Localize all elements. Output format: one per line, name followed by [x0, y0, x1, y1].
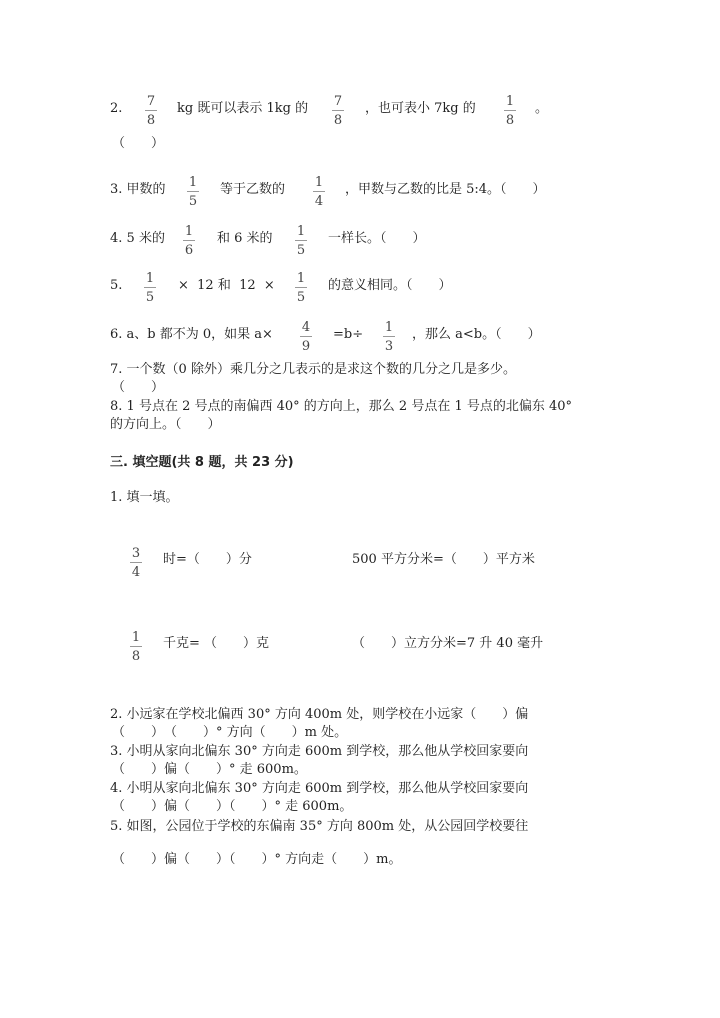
denominator: 8	[146, 113, 156, 128]
section-title: 三. 填空题(共 8 题，共 23 分)	[110, 455, 294, 470]
question-text: × 12 和 12 ×	[178, 278, 275, 293]
denominator: 8	[131, 649, 141, 664]
question-text: 时=（ ）分	[163, 552, 252, 567]
question-text: =b÷	[333, 327, 364, 342]
fraction	[503, 94, 517, 128]
fraction	[294, 271, 308, 305]
question-text: ，也可表小 7kg 的	[365, 101, 476, 116]
question-text: 6. a、b 都不为 0，如果 a×	[110, 327, 273, 342]
question-text: （ ）偏（ ）° 走 600m。	[112, 762, 307, 777]
question-text: 的意义相同。（ ）	[328, 278, 452, 293]
fraction	[144, 94, 158, 128]
fraction	[299, 320, 313, 354]
denominator: 5	[188, 194, 198, 209]
question-text: 等于乙数的	[220, 182, 286, 197]
numerator: 1	[188, 175, 198, 190]
fraction	[186, 175, 200, 209]
numerator: 7	[333, 94, 343, 109]
numerator: 1	[505, 94, 515, 109]
question-text: （ ）偏（ ）（ ）° 方向走（ ）m。	[112, 852, 402, 867]
numerator: 3	[131, 546, 141, 561]
fraction	[129, 630, 143, 664]
question-text: 8. 1 号点在 2 号点的南偏西 40° 的方向上，那么 2 号点在 1 号点的北偏东 40°	[110, 399, 573, 414]
denominator: 9	[301, 339, 311, 354]
question-text: kg 既可以表示 1kg 的	[177, 101, 309, 116]
fraction	[331, 94, 345, 128]
question-text: 500 平方分米=（ ）平方米	[352, 552, 535, 567]
question-text: ，那么 a<b。（ ）	[412, 327, 541, 342]
question-text: 7. 一个数（0 除外）乘几分之几表示的是求这个数的几分之几是多少。	[110, 362, 516, 377]
denominator: 6	[184, 243, 194, 258]
denominator: 4	[314, 194, 324, 209]
denominator: 5	[145, 290, 155, 305]
numerator: 1	[184, 224, 194, 239]
numerator: 7	[146, 94, 156, 109]
question-text: （ ）立方分米=7 升 40 毫升	[352, 636, 544, 651]
fraction	[312, 175, 326, 209]
numerator: 1	[314, 175, 324, 190]
question-text: 千克= （ ）克	[163, 636, 270, 651]
numerator: 1	[296, 271, 306, 286]
question-text: ，甲数与乙数的比是 5:4。（ ）	[345, 182, 546, 197]
numerator: 1	[131, 630, 141, 645]
fraction	[129, 546, 143, 580]
numerator: 1	[145, 271, 155, 286]
answer-blank[interactable]: （ ）	[112, 380, 165, 395]
denominator: 4	[131, 565, 141, 580]
numerator: 1	[296, 224, 306, 239]
fraction	[382, 320, 396, 354]
question-text: （ ）偏（ ）（ ）° 走 600m。	[112, 799, 353, 814]
denominator: 8	[505, 113, 515, 128]
question-text: 4. 小明从家向北偏东 30° 方向走 600m 到学校，那么他从学校回家要向	[110, 781, 529, 796]
question-text: 和 6 米的	[217, 231, 273, 246]
question-text: 3. 甲数的	[110, 182, 166, 197]
fraction	[143, 271, 157, 305]
question-text: 的方向上。（ ）	[110, 417, 221, 432]
question-text: 5.	[110, 278, 123, 293]
denominator: 8	[333, 113, 343, 128]
denominator: 5	[296, 243, 306, 258]
numerator: 4	[301, 320, 311, 335]
question-text: 一样长。（ ）	[328, 231, 426, 246]
question-text: 4. 5 米的	[110, 231, 165, 246]
numerator: 1	[384, 320, 394, 335]
answer-blank[interactable]: （ ）	[112, 136, 165, 151]
denominator: 5	[296, 290, 306, 305]
question-text: 2. 小远家在学校北偏西 30° 方向 400m 处，则学校在小远家（ ）偏	[110, 707, 529, 722]
denominator: 3	[384, 339, 394, 354]
question-text: 。	[535, 101, 549, 116]
question-text: 3. 小明从家向北偏东 30° 方向走 600m 到学校，那么他从学校回家要向	[110, 744, 529, 759]
fraction	[182, 224, 196, 258]
question-text: （ ） （ ）° 方向（ ）m 处。	[112, 725, 348, 740]
fraction	[294, 224, 308, 258]
question-text: 1. 填一填。	[110, 490, 179, 505]
question-number: 2.	[110, 101, 123, 116]
question-text: 5. 如图，公园位于学校的东偏南 35° 方向 800m 处，从公园回学校要往	[110, 819, 529, 834]
